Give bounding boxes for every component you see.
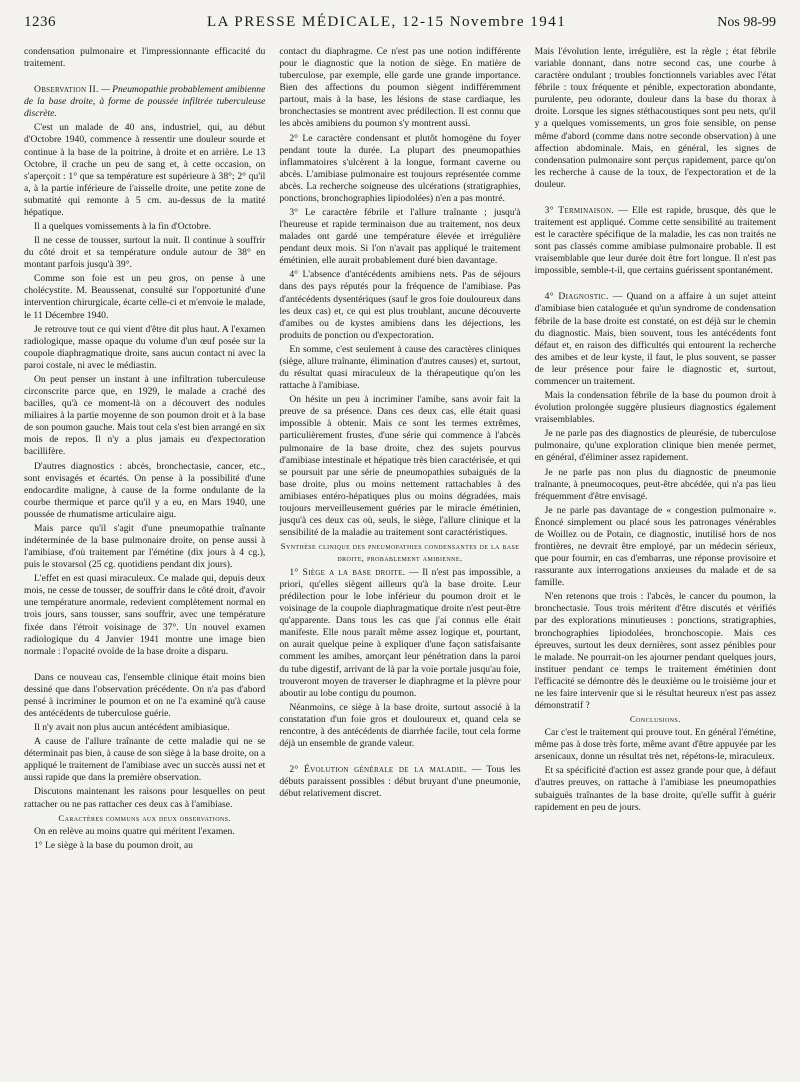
- paragraph: En somme, c'est seulement à cause des caractères cliniques (siège, allure traînante, élimination d'autres causes) et, surtout, du résultat quasi miraculeux de la thérapeutique qu'on les rattache à l'amibiase.: [279, 343, 521, 392]
- paragraph: Il n'y avait non plus aucun antécédent amibiasique.: [34, 722, 230, 734]
- paragraph: Mais l'évolution lente, irrégulière, est la règle ; état fébrile variable donnant, dans notre second cas, une courbe à caractère ondulant ; troubles fonctionnels variables avec l'état fébrile : toux fréquente et pénible, expectoration abondante, purulente, peu odorante, douleur dans la base du thorax à droite. Lorsque les signes stéthacoustiques sont peu nets, qu'il y a quelques vomissements, un gros foie sensible, on pense même d'abord (comme dans notre seconde observation) à une affection abdominale. Mais, en général, les signes de condensation pulmonaire sont perçus rapidement, parce qu'on les recherche à cause de la toux, de l'expectoration et de la douleur.: [534, 46, 776, 190]
- paragraph: Il a quelques vomissements à la fin d'Octobre.: [34, 221, 212, 233]
- paragraph: L'effet en est quasi miraculeux. Ce malade qui, depuis deux mois, ne cesse de tousser, de souffrir dans le côté droit, d'avoir une température anormale, redevient complètement normal en trois jours, sans tousser, sans souffrir, avec une température fixée dans l'étroit voisinage de 37°. Un nouvel examen radiologique du 4 Janvier 1941 montre une image bien normale : l'opacité ovoïde de la base droite a disparu.: [24, 573, 266, 657]
- page-number: 1236: [24, 14, 56, 30]
- paragraph: Dans ce nouveau cas, l'ensemble clinique était moins bien dessiné que dans l'observation précédente. On n'a pas d'abord pensé à incriminer le poumon et on ne l'a examiné qu'à cause des antécédents de tuberculose guérie.: [24, 671, 266, 719]
- subsection-label: 3° Terminaison.: [544, 204, 615, 216]
- paragraph: Discutons maintenant les raisons pour lesquelles on peut rattacher ou ne pas rattacher ces deux cas à l'amibiase.: [24, 786, 266, 810]
- article-columns: [24, 46, 776, 854]
- section-heading: Caractères communs aux deux observations.: [58, 812, 232, 823]
- paragraph: Je ne parle pas davantage de « congestion pulmonaire ». Énoncé simplement ou placé sous les patronages vénérables de Woillez ou de Potain, ce diagnostic, inutilisé hors de nos frontières, ne devrait être employé, par un médecin sérieux, que pour fournir, en cas d'embarras, une réponse provisoire et rassurante aux interrogations anxieuses du malade et de sa famille.: [534, 504, 776, 589]
- issue-number: Nos 98-99: [717, 15, 776, 30]
- paragraph: Je ne parle pas des diagnostics de pleurésie, de tuberculose pulmonaire, qu'une exploration clinique bien menée permet, en général, d'éliminer assez rapidement.: [534, 428, 776, 464]
- page-header: [24, 14, 776, 38]
- subsection-text: — Il n'est pas impossible, a priori, qu'elles siègent ailleurs qu'à la base droite. Leur prédilection pour le lobe inférieur du poumon droit et le voisinage de la coupole diaphragmatique droite n'est peut-être qu'apparente. Dans tous les cas que j'ai connus elle était manifeste. Elle nous paraît même assez logique et, pourtant, on aurait quelque peine à expliquer d'une façon satisfaisante comment les amibes, amorçant leur pénétration dans la paroi du tube digestif, arrivant de là par la voie portale jusqu'au foie, trouveront moyen de traverser le diaphragme et la plèvre pour aboutir au lobe contigu du poumon.: [279, 566, 521, 699]
- paragraph: Car c'est le traitement qui prouve tout. En général l'émétine, même pas à dose très forte, même avant d'être appuyée par les arsenicaux, donne un résultat très net, répétons-le, miraculeux.: [534, 727, 776, 763]
- paragraph: Il ne cesse de tousser, surtout la nuit. Il continue à souffrir du côté droit et sa température ondule autour de 38° en montant parfois jusqu'à 39°.: [24, 235, 266, 271]
- paragraph: Mais la condensation fébrile de la base du poumon droit à évolution prolongée suggère plusieurs diagnostics également vraisemblables.: [534, 390, 776, 426]
- paragraph: contact du diaphragme. Ce n'est pas une notion indifférente pour le diagnostic que la notion de siège. En matière de tuberculose, par exemple, elle garde une grande importance. Bien des affections du poumon siègent indifféremment partout, mais à la base, les lésions de stase cardiaque, les bronchectasies se montrent avec prédilection. Il est connu que les abcès amibiens du poumon s'y montrent aussi.: [279, 46, 521, 130]
- subsection: [279, 764, 520, 800]
- paragraph: 1° Le siège à la base du poumon droit, au: [34, 839, 193, 851]
- paragraph: Comme son foie est un peu gros, on pense à une cholécystite. M. Beaussenat, consulté sur l'opportunité d'une intervention chirurgicale, écarte celle-ci et m'envoie le malade, le 11 Décembre 1940.: [24, 273, 266, 321]
- paragraph: Je retrouve tout ce qui vient d'être dit plus haut. A l'examen radiologique, masse opaque du volume d'un œuf posée sur la coupole diaphragmatique droite, sans aucun contact ni avec la paroi costale, ni avec le médiastin.: [24, 323, 266, 371]
- subsection-label: 4° Diagnostic.: [544, 291, 609, 303]
- paragraph: On hésite un peu à incriminer l'amibe, sans avoir fait la preuve de sa présence. Dans ces deux cas, elle était quasi impossible à obtenir. Mais ce sont les termes extrêmes, particulièrement frustes, d'une série qui commence à l'abcès pulmonaire de la base droite, chez des sujets pourvus d'amibiase intestinale et hépatique très bien caractérisée, et qui se poursuit par une série de pneumopathies subaiguës de la base droite, plus ou moins nettement rattachables à des amibiases entéro-hépatiques plus ou moins dégradées, mais toujours merveilleusement guéries par le miracle émétinien, jusqu'à ces deux cas où, seuls, le siège, l'allure clinique et la sensibilité de la maladie au traitement sont caractéristiques.: [279, 394, 521, 539]
- paragraph: C'est un malade de 40 ans, industriel, qui, au début d'Octobre 1940, commence à ressentir une douleur sourde et continue à la base de la poitrine, à droite et en arrière. Le 13 Octobre, il crache un peu de sang et, à cette occasion, on s'aperçoit : 1° que sa température est supérieure à 38°; 2° qu'il a, à la partie inférieure de l'aisselle droite, une petite zone de submatité qui remonte à 5 cm. au-dessus de la matité hépatique.: [24, 122, 266, 218]
- issue-date: 12-15 Novembre 1941: [401, 14, 567, 30]
- paragraph: On en relève au moins quatre qui méritent l'examen.: [34, 825, 235, 837]
- subsection-label: 2° Évolution générale de la maladie.: [289, 764, 467, 776]
- subsection-text: — Tous les débuts paraissent possibles : début bruyant d'une pneumonie, début relativement discret.: [279, 764, 521, 800]
- paragraph: condensation pulmonaire et l'impressionnante efficacité du traitement.: [24, 46, 266, 70]
- column-2: [279, 46, 520, 854]
- column-1: [24, 46, 265, 854]
- observation-title: — Pneumopathie probablement amibienne de la base droite, à forme de poussée infiltrée tuberculeuse discrète.: [24, 84, 266, 120]
- paragraph: Et sa spécificité d'action est assez grande pour que, à défaut d'autres preuves, on rattache à l'amibiase les pneumopathies subaiguës traînantes de la base droite, qu'elle suffit à guérir rapidement en peu de jours.: [534, 765, 776, 813]
- column-3: [535, 46, 776, 854]
- paragraph: N'en retenons que trois : l'abcès, le cancer du poumon, la bronchectasie. Tous trois méritent d'être discutés et vérifiés par des explorations minutieuses : ponctions, stratigraphies, bronchographies lipiodolées, bronchoscopie. Mais ces épreuves, surtout les deux dernières, sont assez pénibles pour le malade. Ne pourrait-on les ajourner pendant quelques jours, instituer pendant ce temps le traitement émétinien dont l'efficacité se démontre dès le deuxième ou le troisième jour et ne les faire intervenir que si le résultat heureux n'est pas assez démonstratif ?: [534, 591, 776, 711]
- paragraph: Néanmoins, ce siège à la base droite, surtout associé à la constatation d'un foie gros et douloureux et, quand cela se rencontre, à des antécédents de diarrhée facile, tout cela forme déjà un ensemble de grande valeur.: [279, 701, 521, 749]
- subsection: [279, 567, 520, 700]
- subsection-text: — Quand on a affaire à un sujet atteint d'amibiase bien cataloguée et qu'un syndrome de condensation fébrile de la base droite est constaté, on est déjà sur le chemin du diagnostic. Mais, bien souvent, tous les antécédents font défaut et, en raison des difficultés qui entourent la recherche des amibes et de leur kyste, il faut, le plus souvent, se passer de leur présence pour faire le diagnostic et, surtout, commencer un traitement.: [534, 291, 776, 387]
- paragraph: On peut penser un instant à une infiltration tuberculeuse circonscrite parce que, en 1929, le malade a craché des bacilles, qu'à ce moment-là on a découvert des nodules miliaires à la partie moyenne de son poumon droit et à la base de son poumon gauche. Mais tout cela s'est bien arrangé en six mois de repos. Il n'y a plus jamais eu d'expectoration bacillifère.: [24, 373, 266, 458]
- observation-label: Observation II.: [34, 84, 99, 96]
- observation-heading: [24, 84, 265, 120]
- subsection: [535, 291, 776, 388]
- paragraph: Mais parce qu'il s'agit d'une pneumopathie traînante indéterminée de la base pulmonaire droite, on pense aussi à l'amibiase, d'où traitement par l'émétine (dix jours à 4 cg.), puis le stovarsol (25 cg. quotidiens pendant dix jours).: [24, 522, 266, 571]
- paragraph: 2° Le caractère condensant et plutôt homogène du foyer pendant toute la durée. La plupart des pneumopathies inflammatoires s'ulcèrent à la longue, formant caverne ou abcès. L'amibiase pulmonaire est toujours représentée comme abcès. La recherche soigneuse des ulcérations (stratigraphies, ponctions, bronchographies lipiodolées) n'en a pas montré.: [279, 132, 521, 204]
- subsection: [535, 205, 776, 277]
- paragraph: A cause de l'allure traînante de cette maladie qui ne se déterminait pas bien, à cause de son siège à la base droite, on a appliqué le traitement de l'amibiase avec un succès aussi net et aussi rapide que dans la première observation.: [24, 736, 266, 784]
- subsection-text: — Elle est rapide, brusque, dès que le traitement est appliqué. Comme cette sensibilité au traitement est le caractère spécifique de la maladie, les cas non traités ne sont pas classés comme amibiase pulmonaire probable. Il est vraisemblable que leur durée doit être fort longue. Il n'est pas impossible, semble-t-il, que certains guérissent spontanément.: [534, 204, 776, 277]
- section-heading: Synthèse clinique des pneumopathies condensantes de la base droite, probablement amibienne.: [280, 541, 520, 563]
- journal-header: [207, 14, 566, 31]
- section-heading: Conclusions.: [629, 714, 681, 725]
- paragraph: 3° Le caractère fébrile et l'allure traînante ; jusqu'à l'heureuse et rapide terminaison due au traitement, nos deux malades ont gardé une température élevée et irrégulière pendant deux mois. Si l'on n'avait pas appliqué le traitement émétinien, elle aurait probablement duré bien davantage.: [279, 207, 521, 267]
- paragraph: Je ne parle pas non plus du diagnostic de pneumonie traînante, à pneumocoques, peut-être abcédée, qui n'a pas lieu fréquemment d'être envisagé.: [534, 466, 776, 502]
- journal-title: LA PRESSE MÉDICALE,: [206, 14, 397, 30]
- paragraph: D'autres diagnostics : abcès, bronchectasie, cancer, etc., sont envisagés et écartés. On pense à la possibilité d'une endocardite maligne, à cause de la forme ondulante de la courbe thermique et parce qu'il y a eu, en Mars 1940, une poussée de rhumatisme articulaire aigu.: [24, 460, 266, 520]
- paragraph: 4° L'absence d'antécédents amibiens nets. Pas de séjours dans des pays réputés pour la fréquence de l'amibiase. Pas d'antécédents dysentériques (sauf le gros foie douloureux dans les deux cas) et, ce qui est plus troublant, aucune découverte d'amibes ou de kystes amibiens dans les déjections, les produits de ponction ou d'expectoration.: [279, 269, 521, 341]
- subsection-label: 1° Siège a la base droite.: [289, 566, 406, 578]
